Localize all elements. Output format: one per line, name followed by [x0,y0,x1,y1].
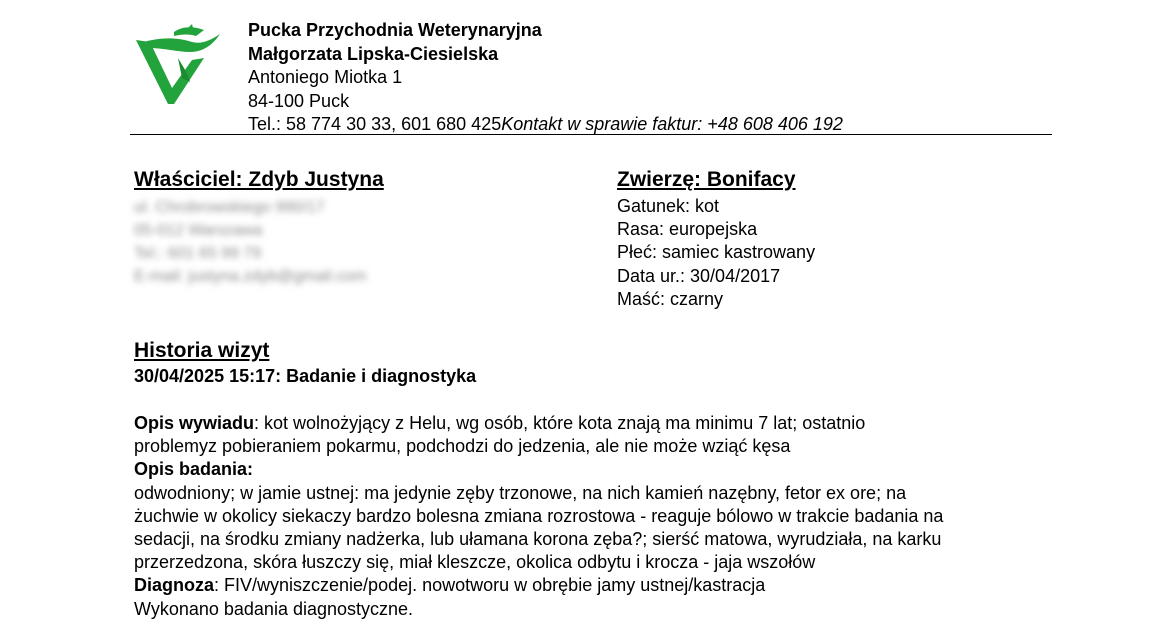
animal-species: Gatunek: kot [617,196,720,216]
animal-title: Zwierzę: Bonifacy [617,168,796,191]
clinic-street: Antoniego Miotka 1 [248,67,403,87]
owner-phone: Tel.: 601 65 99 79 [134,245,262,262]
owner-details-blurred [134,196,366,288]
diagnosis-line [134,574,1054,597]
interview-label: Opis wywiadu [134,413,255,433]
clinic-contact-line [248,113,843,137]
owner-email: E-mail: justyna.zdyb@gmail.com [134,268,367,285]
clinic-name: Pucka Przychodnia Weterynaryjna [248,20,542,40]
interview-line-1 [134,412,1054,435]
animal-sex: Płeć: samiec kastrowany [617,242,816,263]
exam-label: Opis badania: [134,459,254,480]
interview-text-1: : kot wolnożyjący z Helu, wg osób, które kota znają ma minimu 7 lat; ostatnio [254,413,866,433]
exam-line-4: przerzedzona, skóra łuszczy się, miał kleszcze, okolica odbytu i krocza - jaja wszołów [134,552,816,573]
invoice-contact: Kontakt w sprawie faktur: +48 608 406 192 [501,114,843,134]
animal-breed: Rasa: europejska [617,219,758,240]
owner-street: ul. Chrobrowskiego 990/17 [134,199,325,216]
visit-heading: 30/04/2025 15:17: Badanie i diagnostyka [134,366,477,386]
clinic-phone: Tel.: 58 774 30 33, 601 680 425 [248,114,502,134]
exam-line-1: odwodniony; w jamie ustnej: ma jedynie zęby trzonowe, na nich kamień nazębny, fetor ex ore; na [134,482,907,503]
owner-city: 05-012 Warszawa [134,222,263,239]
exam-line-3: sedacji, na środku zmiany nadżerka, lub ułamana korona zęba?; sierść matowa, wyrudziała, na karku [134,529,942,550]
animal-dob: Data ur.: 30/04/2017 [617,265,781,286]
performed-line: Wykonano badania diagnostyczne. [134,598,414,619]
clinic-owner-name: Małgorzata Lipska-Ciesielska [248,43,499,64]
animal-details [617,195,815,311]
diagnosis-label: Diagnoza [134,575,215,596]
diagnosis-text: : FIV/wyniszczenie/podej. nowotworu w obrębie jamy ustnej/kastracja [214,575,766,596]
exam-line-2: żuchwie w okolicy siekaczy bardzo bolesna zmiana rozrostowa - reaguje bólowo w trakcie badania na [134,505,944,526]
clinic-city: 84-100 Puck [248,90,350,111]
interview-line-2: problemyz pobieraniem pokarmu, podchodzi do jedzenia, ale nie może wziąć kęsa [134,436,791,457]
animal-color: Maść: czarny [617,288,724,309]
header-divider [130,134,1052,135]
clinic-logo [134,22,226,106]
history-title: Historia wizyt [134,339,270,362]
clinic-info [248,19,843,137]
owner-title: Właściciel: Zdyb Justyna [134,168,384,191]
visit-body [134,412,1054,621]
